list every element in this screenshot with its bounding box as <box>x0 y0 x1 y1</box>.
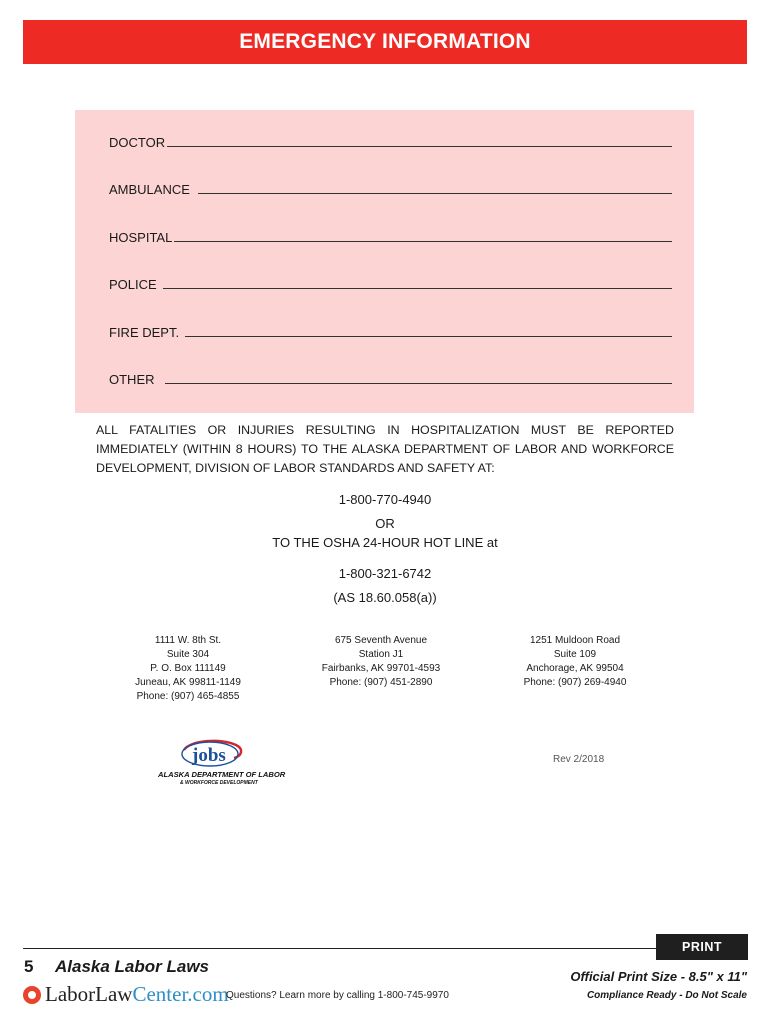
alaska-jobs-logo <box>150 736 290 788</box>
questions-text: Questions? Learn more by calling 1-800-745-9970 <box>226 990 449 1001</box>
fairbanks-address <box>281 634 481 690</box>
police-line <box>163 287 672 289</box>
address-line: 1111 W. 8th St. <box>154 635 222 646</box>
hospital-label: HOSPITAL <box>109 230 173 245</box>
address-line: 675 Seventh Avenue <box>334 635 428 646</box>
official-print-size: Official Print Size - 8.5" x 11" <box>570 969 747 984</box>
hotline-text: TO THE OSHA 24-HOUR HOT LINE at <box>272 535 498 550</box>
anchorage-address <box>475 634 675 690</box>
footer-divider <box>23 948 657 949</box>
address-line: Anchorage, AK 99504 <box>526 663 624 674</box>
location-pin-icon <box>22 985 42 1005</box>
or-text: OR <box>375 516 395 531</box>
address-line: Juneau, AK 99811-1149 <box>135 677 241 688</box>
logo-sub: & WORKFORCE DEVELOPMENT <box>180 780 258 786</box>
site-name-part-a: LaborLaw <box>45 982 133 1006</box>
page-number: 5 <box>24 957 34 976</box>
laborlawcenter-logo[interactable] <box>22 982 229 1007</box>
ambulance-field[interactable] <box>109 177 672 197</box>
address-line: Phone: (907) 451-2890 <box>329 677 433 688</box>
doctor-label: DOCTOR <box>109 135 166 150</box>
fire-dept-field[interactable] <box>109 320 672 340</box>
hospital-line <box>174 240 672 242</box>
juneau-address <box>88 634 288 704</box>
page-title: EMERGENCY INFORMATION <box>23 20 747 64</box>
labor-phone: 1-800-770-4940 <box>338 492 432 507</box>
logo-word: jobs <box>192 745 226 766</box>
book-title: Alaska Labor Laws <box>55 957 210 976</box>
address-line: Fairbanks, AK 99701-4593 <box>321 663 441 674</box>
fire-dept-label: FIRE DEPT. <box>109 325 180 340</box>
address-line: Suite 304 <box>166 649 210 660</box>
site-name-part-b: Center.com <box>132 982 229 1006</box>
address-line: Station J1 <box>358 649 404 660</box>
statute-ref: (AS 18.60.058(a)) <box>333 590 437 605</box>
reporting-notice: ALL FATALITIES OR INJURIES RESULTING IN HOSPITALIZATION MUST BE REPORTED IMMEDIATELY (WITHIN 8 HOURS) TO THE ALASKA DEPARTMENT OF LABOR AND WORKFORCE DEVELOPMENT, DIVISION OF LABOR STANDARDS AND SAFETY AT: <box>96 423 674 475</box>
fire-dept-line <box>185 335 672 337</box>
other-line <box>165 382 673 384</box>
doctor-line <box>167 145 672 147</box>
address-line: Suite 109 <box>553 649 597 660</box>
address-line: Phone: (907) 465-4855 <box>136 691 240 702</box>
address-line: Phone: (907) 269-4940 <box>523 677 627 688</box>
print-button[interactable]: PRINT <box>656 934 748 960</box>
police-field[interactable] <box>109 272 672 292</box>
address-line: P. O. Box 111149 <box>150 663 226 674</box>
osha-phone: 1-800-321-6742 <box>338 566 432 581</box>
address-line: 1251 Muldoon Road <box>529 635 621 646</box>
other-label: OTHER <box>109 372 155 387</box>
doctor-field[interactable] <box>109 130 672 150</box>
logo-dept: ALASKA DEPARTMENT OF LABOR <box>158 770 286 779</box>
ambulance-label: AMBULANCE <box>109 182 190 197</box>
revision-date: Rev 2/2018 <box>553 754 605 765</box>
police-label: POLICE <box>109 277 157 292</box>
emergency-contacts-box <box>75 110 694 413</box>
other-field[interactable] <box>109 367 672 387</box>
hospital-field[interactable] <box>109 225 672 245</box>
site-name <box>45 982 229 1007</box>
compliance-note: Compliance Ready - Do Not Scale <box>586 990 747 1001</box>
ambulance-line <box>198 192 672 194</box>
